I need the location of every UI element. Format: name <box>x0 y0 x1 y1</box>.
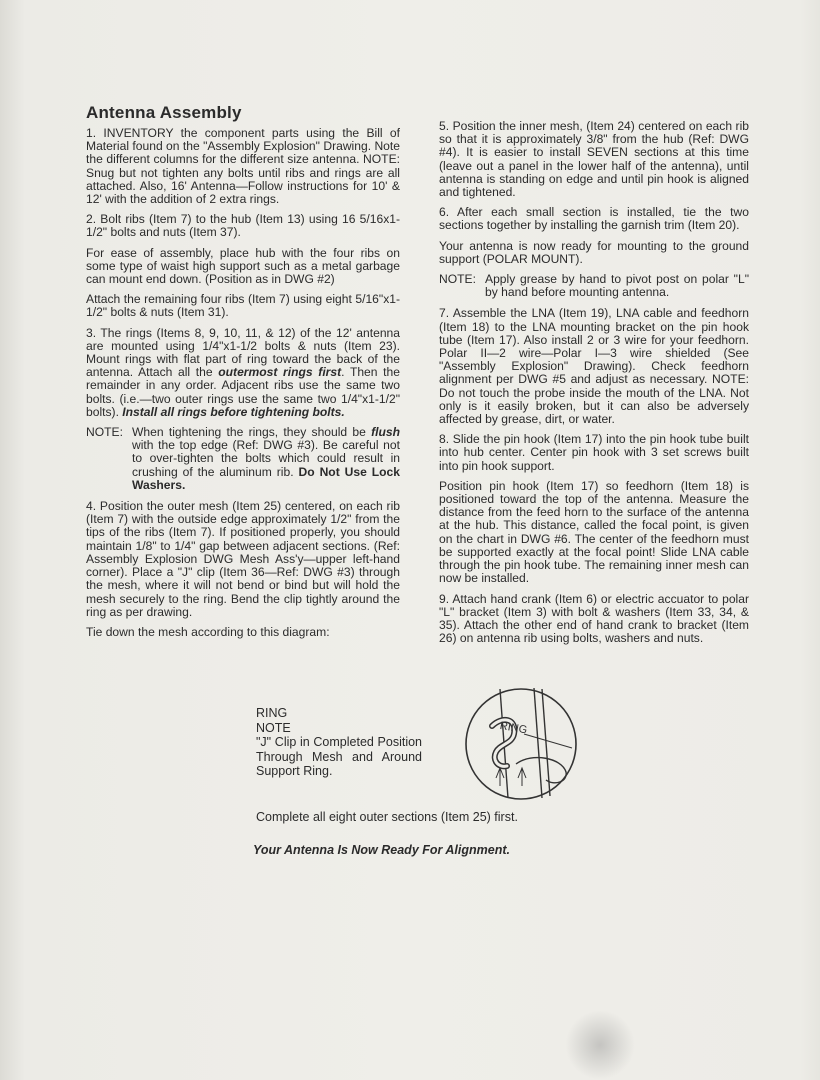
remaining-ribs-paragraph: Attach the remaining four ribs (Item 7) using eight 5/16"x1-1/2" bolts & nuts (Item 31). <box>86 292 400 320</box>
page-stain <box>565 1010 635 1080</box>
step-3-text-c: . Then the remainder in any order. Adjacent ribs use the same two bolts. (i.e.—two outer rings use the same two 1/4"x1-1/2" bolts). <box>86 365 400 419</box>
note-body: Apply grease by hand to pivot post on polar "L" by hand before mounting antenna. <box>485 272 749 300</box>
note-text-c: with the top edge (Ref: DWG #3). Be careful not to over-tighten the bolts which could result in crushing of the aluminum rib. <box>132 438 400 479</box>
note-body <box>132 426 400 492</box>
caption-text: "J" Clip in Completed Position Through Mesh and Around Support Ring. <box>256 735 422 778</box>
page-title: Antenna Assembly <box>86 103 242 122</box>
grease-note <box>439 273 749 299</box>
pin-hook-position-paragraph: Position pin hook (Item 17) so feedhorn (Item 18) is positioned toward the top of the antenna. Measure the distance from the feed horn to the surface of the antenna at the hub. This distance, called the focal point, is given on the chart in DWG #6. The center of the feedhorn must be supported exactly at the focal point! Slide LNA cable through the pin hook tube. The remaining inner mesh can now be installed. <box>439 478 749 586</box>
note-text-a: When tightening the rings, they should be <box>132 425 372 440</box>
left-column <box>86 127 400 646</box>
note-label: NOTE: <box>439 272 476 287</box>
diagram-ring-label: RING <box>498 719 529 737</box>
step-3-text-a: 3. The rings (Items 8, 9, 10, 11, & 12) of the 12' antenna are mounted using 1/4"x1-1/2 bolts & nuts (Item 23). Mount rings with flat part of ring toward the back of the antenna. Attach all the <box>86 325 400 380</box>
step-2-paragraph: 2. Bolt ribs (Item 7) to the hub (Item 13) using 16 5/16x1-1/2" bolts and nuts (Item 37). <box>86 212 400 240</box>
step-9-paragraph: 9. Attach hand crank (Item 6) or electric accuator to polar "L" bracket (Item 3) with bolt & washers (Item 33, 34, & 35). Attach the other end of hand crank to bracket (Item 26) on antenna rib using bolts, washers and nuts. <box>439 591 749 646</box>
note-emphasis-flush: flush <box>371 425 400 440</box>
note-emphasis-lock-washers: Do Not Use Lock Washers. <box>132 464 401 492</box>
caption-note-label: NOTE <box>256 720 291 735</box>
j-clip-diagram <box>462 686 588 800</box>
complete-sections-line: Complete all eight outer sections (Item 25) first. <box>256 810 518 824</box>
caption-ring-label: RING <box>256 706 288 720</box>
note-label: NOTE: <box>86 425 123 440</box>
right-column <box>439 120 749 652</box>
diagram-caption <box>256 706 422 779</box>
step-8-paragraph: 8. Slide the pin hook (Item 17) into the pin hook tube built into hub center. Center pin hook with 3 set screws built into pin hook support. <box>439 432 749 473</box>
step-3-emphasis-install-rings: Install all rings before tightening bolts. <box>122 404 345 419</box>
step-7-paragraph: 7. Assemble the LNA (Item 19), LNA cable and feedhorn (Item 18) to the LNA mounting bracket on the pin hook tube (Item 17). Also install 2 or 3 wire for your feedhorn. Polar II—2 wire—Polar I—3 wire shielded (See "Assembly Explosion" Drawing). Check feedhorn alignment per DWG #5 and adjust as necessary. NOTE: Do not touch the probe inside the mouth of the LNA. Not only is it easily broken, but it can also be adversely affected by grease, dirt, or water. <box>439 306 749 427</box>
ready-for-alignment-line: Your Antenna Is Now Ready For Alignment. <box>253 843 510 857</box>
ready-for-mounting-paragraph: Your antenna is now ready for mounting to the ground support (POLAR MOUNT). <box>439 238 749 266</box>
step-1-paragraph: 1. INVENTORY the component parts using the Bill of Material found on the "Assembly Explosion" Drawing. Note the different columns for the different size antenna. NOTE: Snug but not tighten any bolts until ribs and rings are all attached. Also, 16' Antenna—Follow instructions for 10' & 12' with the addition of 2 extra rings. <box>86 126 400 207</box>
tightening-note <box>86 426 400 492</box>
step-3-paragraph <box>86 327 400 419</box>
step-4-paragraph: 4. Position the outer mesh (Item 25) centered, on each rib (Item 7) with the outside edge approximately 1/2" from the tips of the ribs (Item 7). If positioned properly, you should maintain 1/8" to 1/4" gap between adjacent sections. (Ref: Assembly Explosion DWG Mesh Ass'y—upper left-hand corner). Place a "J" clip (Item 36—Ref: DWG #3) through the mesh, where it will not bend or bind but will hold the mesh securely to the ring. Bend the clip tightly around the ring as per drawing. <box>86 499 400 619</box>
step-3-emphasis-outer-rings: outermost rings first <box>218 365 342 380</box>
tie-down-paragraph: Tie down the mesh according to this diagram: <box>86 624 330 639</box>
step-5-paragraph: 5. Position the inner mesh, (Item 24) centered on each rib so that it is approximately 3/8" from the hub (Ref: DWG #4). It is easier to install SEVEN sections at this time (leave out a panel in the lower half of the antenna), until antenna is standing on edge and until pin hook is aligned and tightened. <box>439 119 749 200</box>
hub-support-paragraph: For ease of assembly, place hub with the four ribs on some type of waist high support such as a metal garbage can mount end down. (Position as in DWG #2) <box>86 245 400 287</box>
step-6-paragraph: 6. After each small section is installed, tie the two sections together by installing the garnish trim (Item 20). <box>439 205 749 233</box>
